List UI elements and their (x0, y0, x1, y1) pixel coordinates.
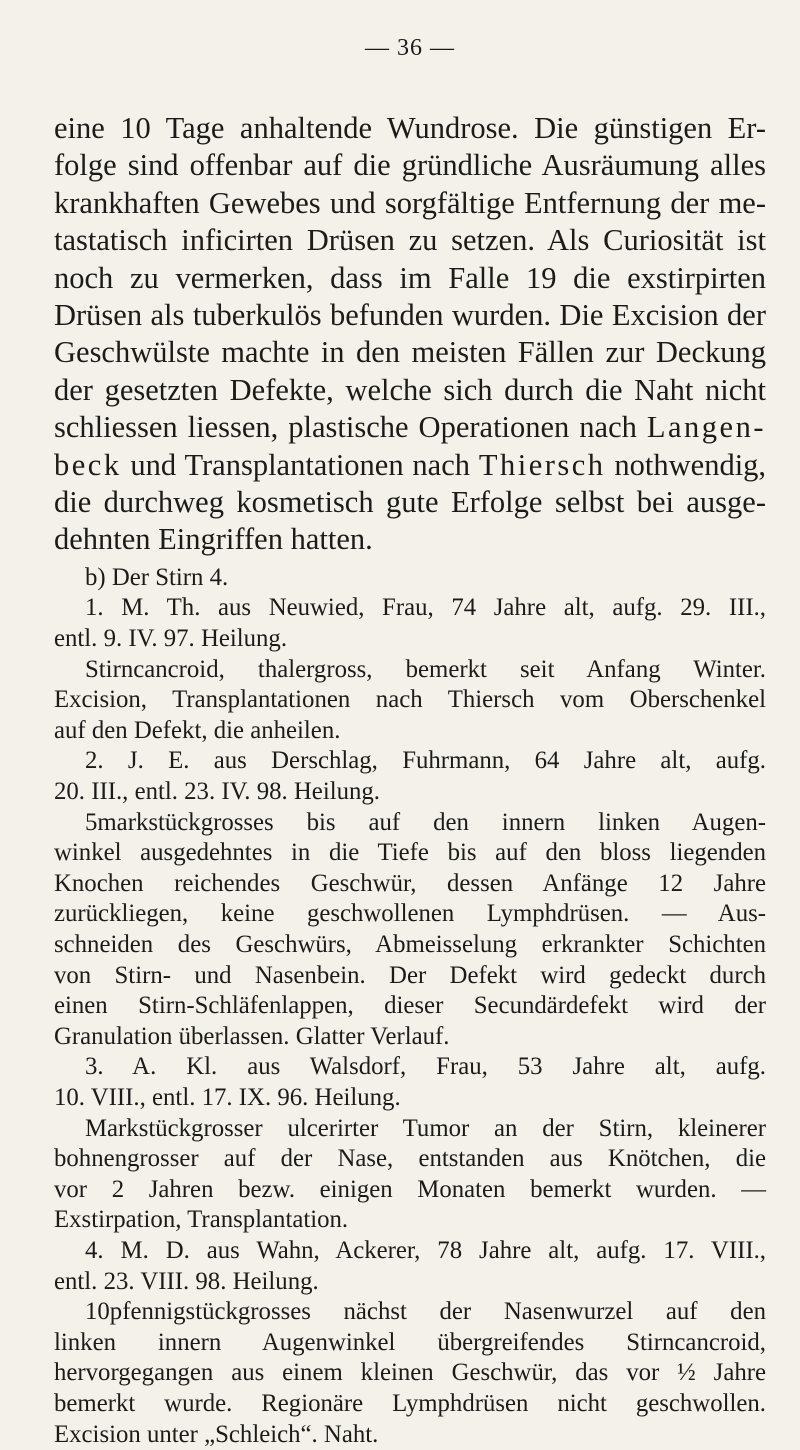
text-line: noch zu vermerken, dass im Falle 19 die exstirpirten (54, 260, 766, 297)
case-line: bohnengrosser auf der Nase, entstanden aus Knötchen, die (54, 1144, 766, 1175)
text-line: krankhaften Gewebes und sorgfältige Entfernung der me- (54, 185, 766, 222)
text-line: die durchweg kosmetisch gute Erfolge selbst bei ausge- (54, 484, 766, 521)
case-line: auf den Defekt, die anheilen. (54, 716, 766, 747)
case-line: schneiden des Geschwürs, Abmeisselung erkrankter Schichten (54, 930, 766, 961)
case-line: einen Stirn-Schläfenlappen, dieser Secundärdefekt wird der (54, 991, 766, 1022)
case-line: hervorgegangen aus einem kleinen Geschwür, das vor ½ Jahre (54, 1358, 766, 1389)
case-line: bemerkt wurde. Regionäre Lymphdrüsen nicht geschwollen. (54, 1389, 766, 1420)
case-line: Granulation überlassen. Glatter Verlauf. (54, 1022, 766, 1053)
case-line: winkel ausgedehntes in die Tiefe bis auf den bloss liegenden (54, 838, 766, 869)
case-line: 3. A. Kl. aus Walsdorf, Frau, 53 Jahre alt, aufg. (54, 1052, 766, 1083)
case-line: Exstirpation, Transplantation. (54, 1205, 766, 1236)
case-line: 5markstückgrosses bis auf den innern linken Augen- (54, 808, 766, 839)
intro-paragraph (54, 110, 766, 559)
author-name-langenbeck-cont: beck (54, 448, 122, 482)
case-line: entl. 23. VIII. 98. Heilung. (54, 1267, 766, 1298)
page-number: — 36 — (54, 28, 766, 68)
text-line: eine 10 Tage anhaltende Wundrose. Die günstigen Er- (54, 110, 766, 147)
text-line: dehnten Eingriffen hatten. (54, 521, 766, 558)
author-name-langenbeck: Langen- (647, 410, 766, 444)
case-line: entl. 9. IV. 97. Heilung. (54, 624, 766, 655)
page (54, 28, 766, 1450)
case-line: 20. III., entl. 23. IV. 98. Heilung. (54, 777, 766, 808)
case-line: 10pfennigstückgrosses nächst der Nasenwurzel auf den (54, 1297, 766, 1328)
case-line: Excision unter „Schleich“. Naht. (54, 1420, 766, 1450)
case-line: Excision, Transplantationen nach Thiersch vom Oberschenkel (54, 685, 766, 716)
text-line: Drüsen als tuberkulös befunden wurden. Die Excision der (54, 297, 766, 334)
case-line: 4. M. D. aus Wahn, Ackerer, 78 Jahre alt, aufg. 17. VIII., (54, 1236, 766, 1267)
section-heading: b) Der Stirn 4. (54, 563, 766, 594)
case-line: Stirncancroid, thalergross, bemerkt seit Anfang Winter. (54, 655, 766, 686)
text-line: Geschwülste machte in den meisten Fällen zur Deckung (54, 334, 766, 371)
case-section (54, 563, 766, 1450)
case-line: linken innern Augenwinkel übergreifendes Stirncancroid, (54, 1328, 766, 1359)
text-line: der gesetzten Defekte, welche sich durch die Naht nicht (54, 372, 766, 409)
text-segment: schliessen liessen, plastische Operationen nach (54, 410, 637, 444)
case-line: Markstückgrosser ulcerirter Tumor an der Stirn, kleinerer (54, 1114, 766, 1145)
case-line: 2. J. E. aus Derschlag, Fuhrmann, 64 Jahre alt, aufg. (54, 746, 766, 777)
text-line: tastatisch inficirten Drüsen zu setzen. Als Curiosität ist (54, 222, 766, 259)
text-segment: nothwendig, (614, 448, 766, 482)
case-line: zurückliegen, keine geschwollenen Lymphdrüsen. — Aus- (54, 899, 766, 930)
text-segment: und Transplantationen nach (130, 448, 470, 482)
case-line: Knochen reichendes Geschwür, dessen Anfänge 12 Jahre (54, 869, 766, 900)
text-line (54, 409, 766, 446)
case-line: vor 2 Jahren bezw. einigen Monaten bemerkt wurden. — (54, 1175, 766, 1206)
case-line: 1. M. Th. aus Neuwied, Frau, 74 Jahre alt, aufg. 29. III., (54, 593, 766, 624)
author-name-thiersch: Thiersch (479, 448, 606, 482)
case-line: 10. VIII., entl. 17. IX. 96. Heilung. (54, 1083, 766, 1114)
text-line: folge sind offenbar auf die gründliche Ausräumung alles (54, 147, 766, 184)
text-line (54, 447, 766, 484)
case-line: von Stirn- und Nasenbein. Der Defekt wird gedeckt durch (54, 961, 766, 992)
